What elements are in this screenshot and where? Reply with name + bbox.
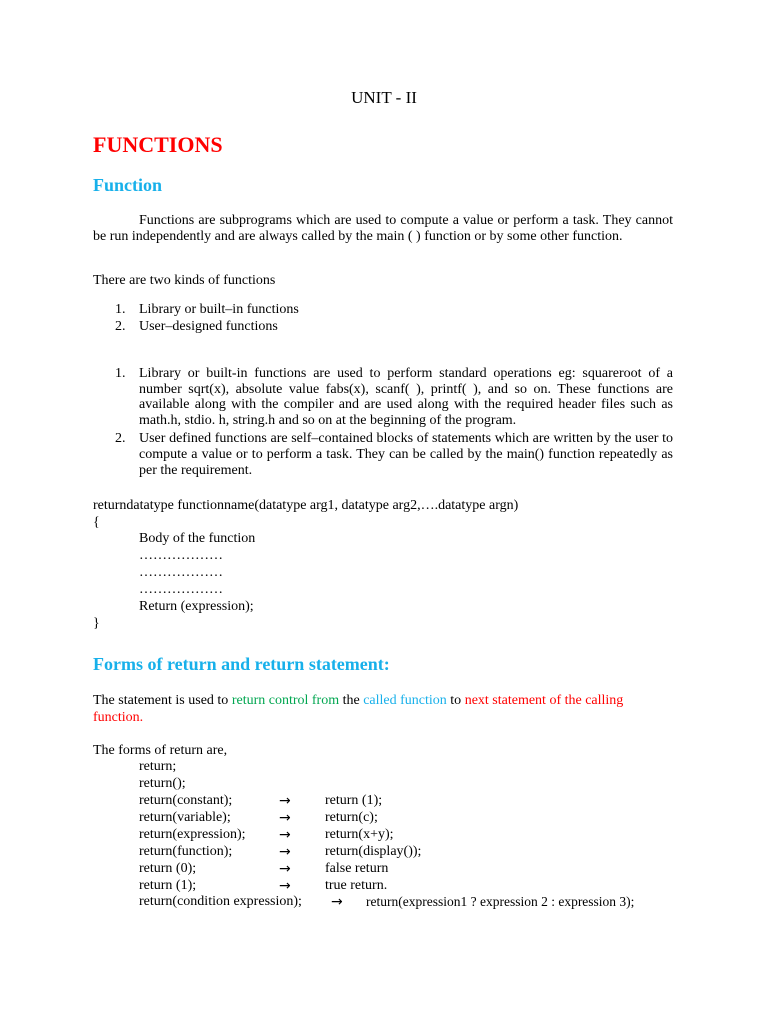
kinds-intro: There are two kinds of functions — [93, 273, 276, 288]
arrow-icon: → — [279, 878, 291, 894]
form-row-condition: return(condition expression); — [139, 894, 302, 909]
form-row: return(expression); — [139, 827, 246, 842]
forms-intro: The forms of return are, — [93, 743, 228, 758]
kinds-list — [93, 301, 673, 335]
arrow-icon: → — [279, 844, 291, 860]
form-example: return(display()); — [325, 844, 422, 859]
close-brace: } — [93, 616, 100, 631]
section-title-function: Function — [93, 175, 163, 195]
ellipsis-line: ……………… — [139, 582, 223, 597]
function-signature: returndatatype functionname(datatype arg1, datatype arg2,….datatype argn) — [93, 498, 519, 513]
form-row: return(constant); — [139, 793, 233, 808]
descriptions-list — [93, 366, 673, 478]
list-item: 1. Library or built-in functions are used to perform standard operations eg: squareroot of a number sqrt(x), absolute value fabs(x), scanf( ), printf( ), and so on. These functions are available along with the compiler and are used along with the required header files such as math.h, stdio. h, string.h and so on at the beginning of the program. — [115, 366, 673, 428]
form-example: true return. — [325, 878, 388, 893]
arrow-icon: → — [279, 861, 291, 877]
arrow-icon: → — [279, 793, 291, 809]
arrow-icon: → — [331, 894, 343, 910]
function-body-label: Body of the function — [139, 531, 256, 546]
form-return-plain: return; — [139, 759, 177, 774]
form-example: return(x+y); — [325, 827, 394, 842]
main-title: FUNCTIONS — [93, 132, 223, 157]
list-item: 2. User defined functions are self–contained blocks of statements which are written by the user to compute a value or to perform a task. They can be called by the main() function repeatedly as per the requirement. — [115, 431, 673, 478]
form-row: return (0); — [139, 861, 197, 876]
form-example: false return — [325, 861, 389, 876]
form-example-condition: return(expression1 ? expression 2 : expression 3); — [366, 894, 635, 909]
return-expression-line: Return (expression); — [139, 599, 254, 614]
arrow-icon: → — [279, 810, 291, 826]
form-return-empty: return(); — [139, 776, 186, 791]
form-example: return (1); — [325, 793, 383, 808]
unit-header: UNIT - II — [351, 88, 417, 107]
intro-paragraph-text: Functions are subprograms which are used to compute a value or perform a task. They cannot be run independently and are always called by the main ( ) function or by some other function. — [93, 213, 673, 244]
open-brace: { — [93, 515, 100, 530]
list-item: 2. User–designed functions — [115, 319, 278, 334]
form-row: return(function); — [139, 844, 233, 859]
section-title-forms: Forms of return and return statement: — [93, 654, 390, 674]
form-example: return(c); — [325, 810, 378, 825]
arrow-icon: → — [279, 827, 291, 843]
form-row: return(variable); — [139, 810, 231, 825]
ellipsis-line: ……………… — [139, 548, 223, 563]
statement-paragraph: The statement is used to return control from the called function to next statement of the calling function. — [93, 693, 624, 725]
intro-paragraph — [93, 213, 673, 244]
list-item: 1. Library or built–in functions — [115, 302, 299, 317]
form-row: return (1); — [139, 878, 197, 893]
ellipsis-line: ……………… — [139, 565, 223, 580]
